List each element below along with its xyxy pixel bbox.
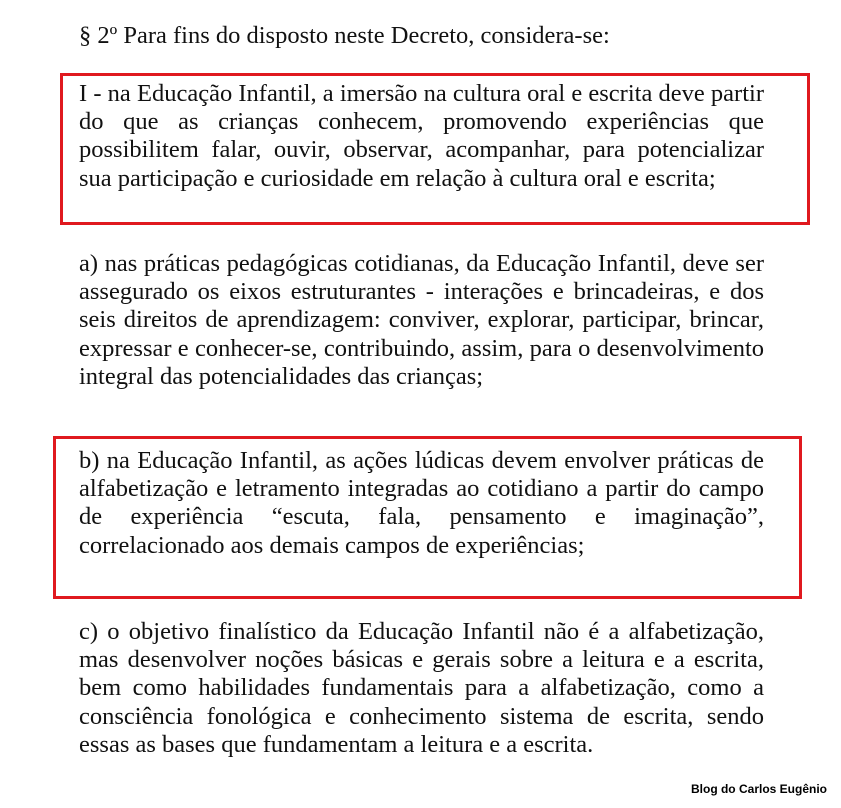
paragraph-alinea-c: c) o objetivo finalístico da Educação Infantil não é a alfabetização, mas desenvolver noções básicas e gerais sobre a leitura e a escrita, bem como habilidades fundamentais para a alfabetização, como a consciência fonológica e conhecimento sistema de escrita, sendo essas as bases que fundamentam a leitura e a escrita. <box>79 618 764 758</box>
blog-credit: Blog do Carlos Eugênio <box>690 782 827 796</box>
paragraph-inciso-i: I - na Educação Infantil, a imersão na cultura oral e escrita deve partir do que as crianças conhecem, promovendo experiências que possibilitem falar, ouvir, observar, acompanhar, para potencializar sua participação e curiosidade em relação à cultura oral e escrita; <box>79 80 764 192</box>
paragraph-alinea-b: b) na Educação Infantil, as ações lúdicas devem envolver práticas de alfabetização e letramento integradas ao cotidiano a partir do campo de experiência “escuta, fala, pensamento e imaginação”, correlacionado aos demais campos de experiências; <box>79 447 764 559</box>
section-heading: § 2º Para fins do disposto neste Decreto, considera-se: <box>79 22 610 49</box>
paragraph-alinea-a: a) nas práticas pedagógicas cotidianas, da Educação Infantil, deve ser assegurado os eixos estruturantes - interações e brincadeiras, e dos seis direitos de aprendizagem: conviver, explorar, participar, brincar, expressar e conhecer-se, contribuindo, assim, para o desenvolvimento integral das potencialidades das crianças; <box>79 250 764 390</box>
